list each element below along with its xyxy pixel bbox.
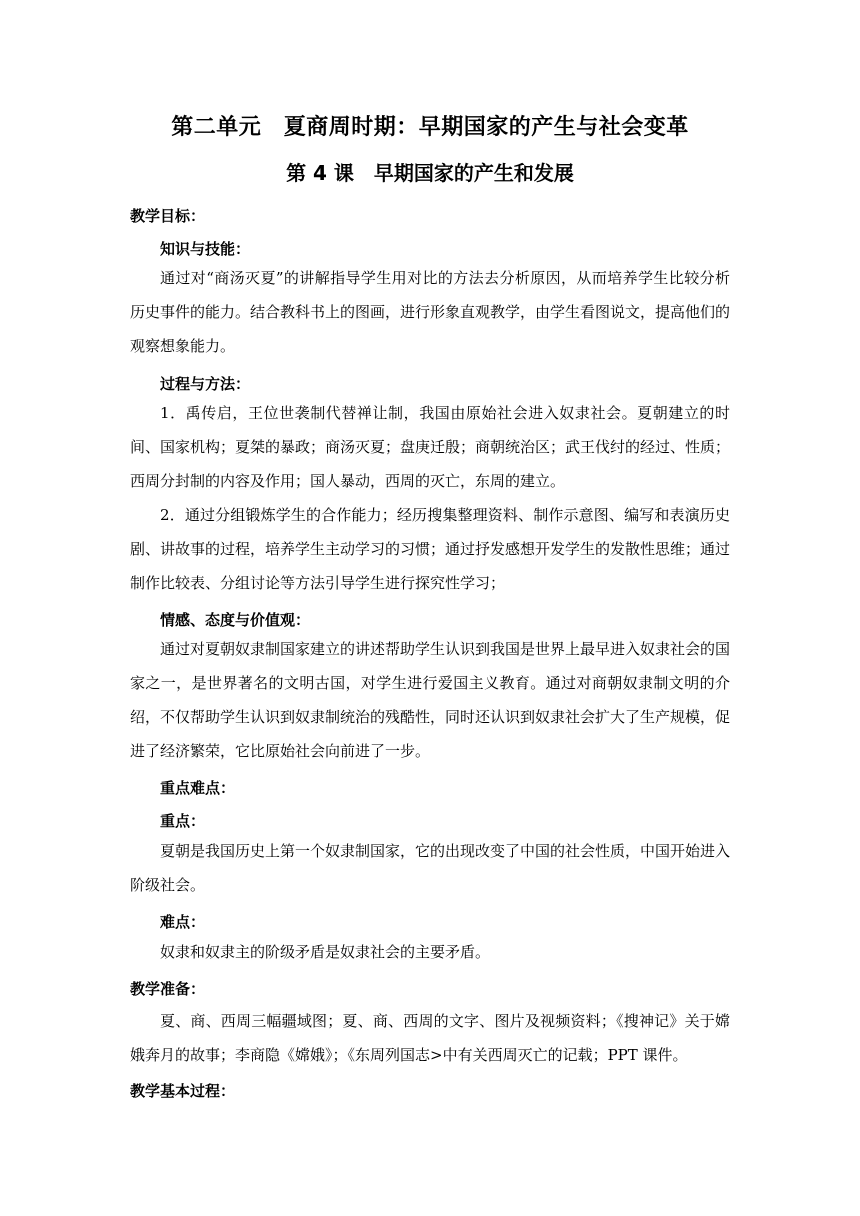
difficult-text: 奴隶和奴隶主的阶级矛盾是奴隶社会的主要矛盾。: [160, 943, 491, 961]
emotion-text: 通过对夏朝奴隶制国家建立的讲述帮助学生认识到我国是世界上最早进入奴隶社会的国家之一，是世界著名的文明古国，对学生进行爱国主义教育。通过对商朝奴隶制文明的介绍，不仅帮助学生认识到奴隶制统治的残酷性，同时还认识到奴隶社会扩大了生产规模，促进了经济繁荣，它比原始社会向前进了一步。: [130, 640, 731, 760]
emotion-heading: 情感、态度与价值观：: [160, 611, 311, 629]
process-methods-heading: 过程与方法：: [160, 375, 251, 393]
lesson-title: 第 4 课 早期国家的产生和发展: [286, 161, 574, 185]
key-heading: 重点：: [160, 812, 206, 830]
key-text: 夏朝是我国历史上第一个奴隶制国家，它的出现改变了中国的社会性质，中国开始进入阶级社会。: [130, 842, 731, 894]
preparation-text: 夏、商、西周三幅疆域图；夏、商、西周的文字、图片及视频资料；《搜神记》关于嫦娥奔月的故事；李商隐《嫦娥》；《东周列国志>中有关西周灭亡的记载；PPT 课件。: [130, 1012, 730, 1064]
knowledge-heading: 知识与技能：: [160, 240, 251, 258]
preparation-heading: 教学准备：: [130, 980, 206, 998]
process-item-1: 1．禹传启，王位世袭制代替禅让制，我国由原始社会进入奴隶社会。夏朝建立的时间、国家机构；夏桀的暴政；商汤灭夏；盘庚迁殷；商朝统治区；武王伐纣的经过、性质；西周分封制的内容及作用；国人暴动，西周的灭亡，东周的建立。: [130, 404, 731, 490]
process-item-2: 2．通过分组锻炼学生的合作能力；经历搜集整理资料、制作示意图、编写和表演历史剧、讲故事的过程，培养学生主动学习的习惯；通过抒发感想开发学生的发散性思维；通过制作比较表、分组讨论等方法引导学生进行探究性学习；: [130, 506, 731, 592]
difficult-heading: 难点：: [160, 913, 206, 931]
key-points-heading: 重点难点：: [160, 779, 236, 797]
knowledge-text: 通过对“商汤灭夏”的讲解指导学生用对比的方法去分析原因，从而培养学生比较分析历史事件的能力。结合教科书上的图画，进行形象直观教学，由学生看图说文，提高他们的观察想象能力。: [130, 269, 731, 355]
process-heading: 教学基本过程：: [130, 1082, 236, 1100]
unit-title: 第二单元 夏商周时期：早期国家的产生与社会变革: [171, 115, 689, 140]
objectives-heading: 教学目标：: [130, 207, 206, 225]
